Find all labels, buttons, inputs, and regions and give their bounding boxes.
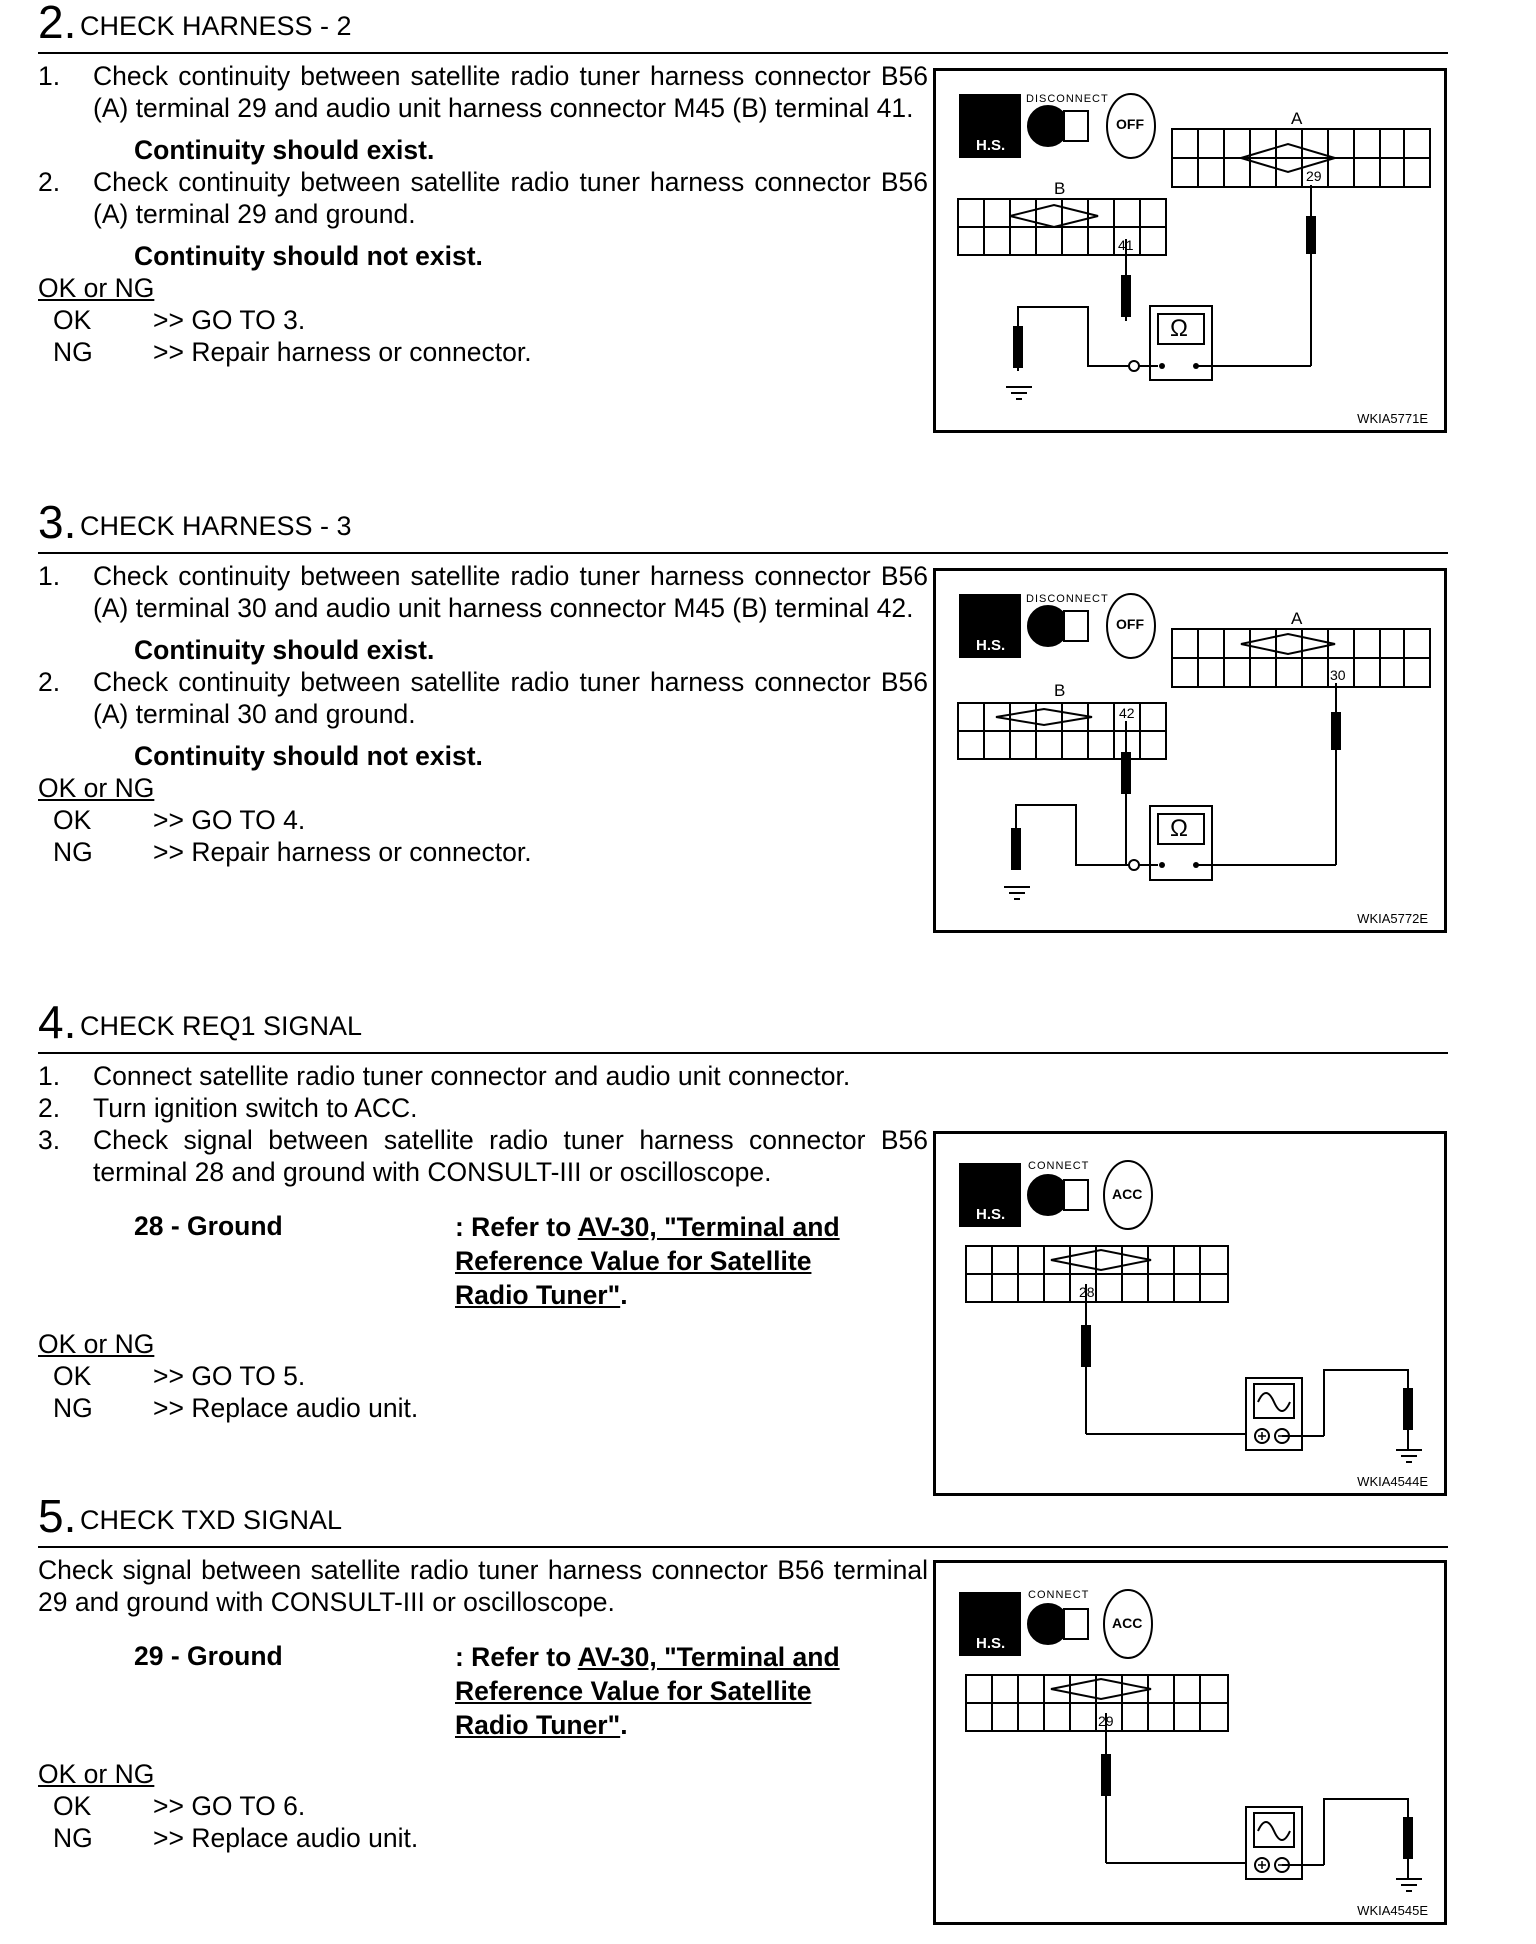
step-text: Check continuity between satellite radio tuner harness connector B56 (A) terminal 30 and ground. [93,667,928,729]
terminal-b-label: 42 [1119,705,1135,721]
disconnect-label: DISCONNECT [1026,593,1109,605]
instruction-text: Check signal between satellite radio tuner harness connector B56 terminal 29 and ground with CONSULT-III or oscilloscope. [38,1555,928,1617]
ignition-key-icon: ACC [1112,1186,1143,1202]
diagram-svg [936,1134,1444,1493]
harness-icon-label: H.S. [976,1206,1006,1223]
step-index: 1. [38,1061,61,1091]
ng-result [38,1392,938,1424]
ok-result [38,1360,938,1392]
connector-a-label: A [1291,609,1303,628]
section-title: CHECK TXD SIGNAL [80,1505,343,1535]
ok-or-ng-heading: OK or NG [38,773,155,803]
diagram-svg [936,1563,1444,1922]
step-index: 1. [38,561,61,591]
instruction-step [38,1092,938,1124]
ok-result [38,1790,928,1822]
connector-a-label: A [1291,109,1303,128]
step-number: 4. [38,996,77,1048]
reference-suffix: . [620,1280,628,1310]
reference-prefix: : Refer to [455,1212,578,1242]
ng-action: >> Replace audio unit. [153,1393,419,1423]
step-index: 2. [38,667,61,697]
ohmmeter-icon: Ω [1170,815,1188,842]
ng-key: NG [53,1823,93,1853]
step-text: Check signal between satellite radio tuner harness connector B56 terminal 28 and ground with CONSULT-III or oscilloscope. [93,1125,928,1187]
step-text: Check continuity between satellite radio tuner harness connector B56 (A) terminal 29 and audio unit harness connector M45 (B) terminal 41. [93,61,928,123]
continuity-diagram [933,568,1447,933]
section-header [38,996,1448,1054]
ok-action: >> GO TO 6. [153,1791,306,1821]
ok-key: OK [53,1791,92,1821]
connect-label: CONNECT [1028,1589,1090,1601]
section-title: CHECK HARNESS - 2 [80,11,352,41]
ok-result [38,804,928,836]
ignition-key-icon: OFF [1116,116,1144,132]
instruction-step [38,1060,938,1092]
ok-action: >> GO TO 5. [153,1361,306,1391]
section-title: CHECK REQ1 SIGNAL [80,1011,363,1041]
terminal-label: 28 [1079,1284,1095,1300]
ng-key: NG [53,837,93,867]
ng-action: >> Repair harness or connector. [153,337,532,367]
reference-value [38,1640,928,1744]
ng-result [38,336,928,368]
ok-or-ng-heading: OK or NG [38,273,155,303]
instruction-step [38,560,928,624]
ignition-key-icon: ACC [1112,1615,1143,1631]
step-index: 1. [38,61,61,91]
section-header [38,0,1448,54]
standard-value: Continuity should exist. [134,135,435,165]
connector-b-label: B [1054,179,1066,198]
figure-id: WKIA4545E [1357,1903,1428,1918]
standard-value: Continuity should not exist. [134,241,483,271]
reference-text [455,1640,875,1742]
ok-action: >> GO TO 4. [153,805,306,835]
harness-icon-label: H.S. [976,637,1006,654]
harness-icon-label: H.S. [976,137,1006,154]
step-number: 2. [38,0,77,48]
ok-or-ng-heading: OK or NG [38,1759,155,1789]
diagram-svg [936,571,1444,930]
terminal-a-label: 29 [1306,168,1322,184]
ok-key: OK [53,305,92,335]
reference-prefix: : Refer to [455,1642,578,1672]
step-index: 3. [38,1125,61,1155]
ng-key: NG [53,1393,93,1423]
instruction-step [38,60,928,124]
step-number: 3. [38,496,77,548]
disconnect-label: DISCONNECT [1026,93,1109,105]
connector-b-label: B [1054,681,1066,700]
section-body [38,1060,938,1424]
step-index: 2. [38,1093,61,1123]
harness-icon-label: H.S. [976,1635,1006,1652]
connect-label: CONNECT [1028,1160,1090,1172]
terminal-label: 29 [1098,1713,1114,1729]
ng-result [38,836,928,868]
standard-value: Continuity should not exist. [134,741,483,771]
section-body [38,560,928,868]
reference-text [455,1210,875,1312]
ok-key: OK [53,1361,92,1391]
section-body [38,60,928,368]
step-text: Check continuity between satellite radio tuner harness connector B56 (A) terminal 29 and ground. [93,167,928,229]
standard-value: Continuity should exist. [134,635,435,665]
reference-suffix: . [620,1710,628,1740]
ignition-key-icon: OFF [1116,616,1144,632]
step-text: Turn ignition switch to ACC. [93,1093,418,1123]
reference-value [38,1210,938,1314]
signal-diagram [933,1131,1447,1496]
ng-key: NG [53,337,93,367]
section-header [38,496,1448,554]
terminal-ground-label: 29 - Ground [134,1641,283,1671]
instruction-step [38,1124,928,1188]
figure-id: WKIA4544E [1357,1474,1428,1489]
terminal-b-label: 41 [1118,237,1134,253]
step-text: Check continuity between satellite radio tuner harness connector B56 (A) terminal 30 and audio unit harness connector M45 (B) terminal 42. [93,561,928,623]
instruction-step [38,666,928,730]
signal-diagram [933,1560,1447,1925]
section-title: CHECK HARNESS - 3 [80,511,352,541]
step-text: Connect satellite radio tuner connector and audio unit connector. [93,1061,851,1091]
continuity-diagram [933,68,1447,433]
ohmmeter-icon: Ω [1170,315,1188,342]
figure-id: WKIA5772E [1357,911,1428,926]
ng-action: >> Replace audio unit. [153,1823,419,1853]
terminal-ground-label: 28 - Ground [134,1211,283,1241]
terminal-a-label: 30 [1330,667,1346,683]
ng-result [38,1822,928,1854]
figure-id: WKIA5771E [1357,411,1428,426]
section-body [38,1554,928,1854]
reference-link[interactable]: AV-30, "Terminal and Reference Value for Satellite Radio Tuner" [455,1642,840,1740]
instruction-step [38,166,928,230]
ng-action: >> Repair harness or connector. [153,837,532,867]
reference-link[interactable]: AV-30, "Terminal and Reference Value for Satellite Radio Tuner" [455,1212,840,1310]
step-index: 2. [38,167,61,197]
ok-result [38,304,928,336]
diagram-svg [936,71,1444,430]
ok-action: >> GO TO 3. [153,305,306,335]
step-number: 5. [38,1490,77,1542]
ok-key: OK [53,805,92,835]
section-header [38,1490,1448,1548]
ok-or-ng-heading: OK or NG [38,1329,155,1359]
